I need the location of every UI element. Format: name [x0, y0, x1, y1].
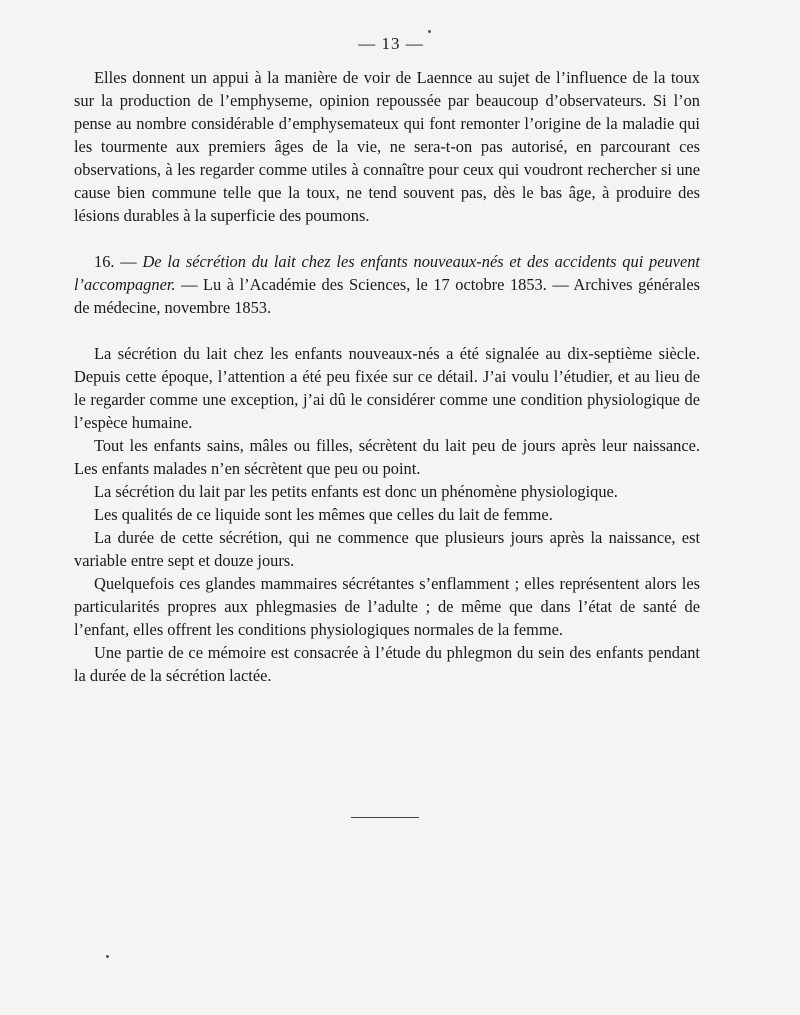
print-speck	[106, 955, 109, 958]
body-paragraph: Les qualités de ce liquide sont les mêmes que celles du lait de femme.	[94, 505, 553, 524]
paragraph-emphyseme: Elles donnent un appui à la manière de voir de Laennce au sujet de l’influence de la toux sur la production de l’emphyseme, opinion repoussée par beaucoup d’observateurs. Si l’on pense au nombre considérable d’emphysemateux qui font remonter l’origine de la maladie qui les tourmente aux premiers âges de la vie, ne sera-t-on pas autorisé, en parcourant ces observations, à les regarder comme utiles à connaître pour ceux qui voudront rechercher si une cause bien commune telle que la toux, ne tend souvent pas, dès le bas âge, à produire des lésions durables à la superficie des poumons.	[74, 68, 700, 225]
body-paragraph: Une partie de ce mémoire est consacrée à l’étude du phlegmon du sein des enfants pendant la durée de la sécrétion lactée.	[74, 643, 700, 685]
body-paragraph: Quelquefois ces glandes mammaires sécrétantes s’enflamment ; elles représentent alors les particularités propres aux phlegmasies de l’adulte ; de même que dans l’état de santé de l’enfant, elles offrent les conditions physiologiques normales de la femme.	[74, 574, 700, 639]
reference-title: De la sécrétion du lait chez les enfants nouveaux-nés et des accidents qui peuvent l’accompagner.	[74, 252, 700, 294]
end-rule	[351, 817, 419, 818]
body-paragraph: La sécrétion du lait chez les enfants nouveaux-nés a été signalée au dix-septième siècle. Depuis cette époque, l’attention a été peu fixée sur ce détail. J’ai voulu l’étudier, et au lieu de le regarder comme une exception, j’ai dû le considérer comme une condition physiologique de l’espèce humaine.	[74, 344, 700, 432]
document-page	[74, 34, 700, 687]
reference-entry-16	[74, 250, 700, 319]
print-speck	[428, 30, 431, 33]
section-gap	[74, 319, 700, 342]
page-number: — 13 —	[358, 34, 424, 53]
reference-number: 16. —	[94, 252, 137, 271]
section-gap	[74, 227, 700, 250]
reference-details: — Lu à l’Académie des Sciences, le 17 octobre 1853. — Archives générales de médecine, novembre 1853.	[74, 275, 700, 317]
body-paragraph: La sécrétion du lait par les petits enfants est donc un phénomène physiologique.	[94, 482, 618, 501]
body-paragraph: Tout les enfants sains, mâles ou filles, sécrètent du lait peu de jours après leur naissance. Les enfants malades n’en sécrètent que peu ou point.	[74, 436, 700, 478]
body-paragraph: La durée de cette sécrétion, qui ne commence que plusieurs jours après la naissance, est variable entre sept et douze jours.	[74, 528, 700, 570]
